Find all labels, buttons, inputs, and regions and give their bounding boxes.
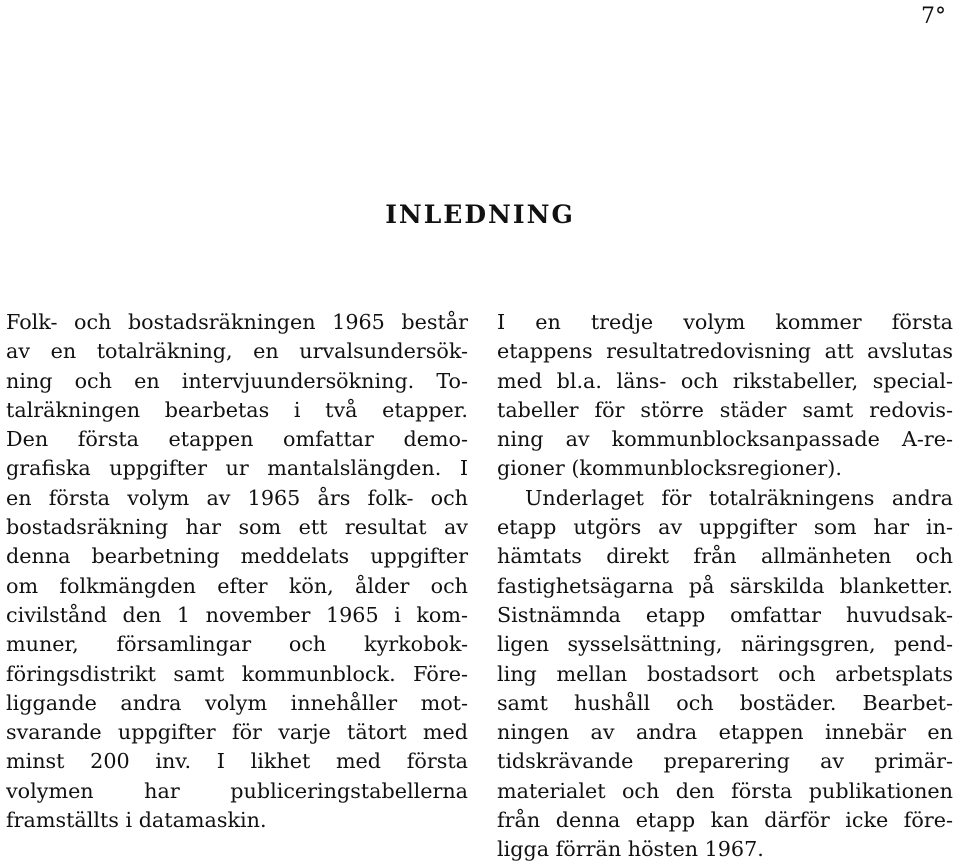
text-line: Sistnämnda etapp omfattar huvudsak- <box>497 602 953 627</box>
text-line: föringsdistrikt samt kommunblock. Före- <box>6 661 468 686</box>
text-line: liggande andra volym innehåller mot- <box>6 690 468 715</box>
text-line: grafiska uppgifter ur mantalslängden. I <box>6 456 468 481</box>
page-title: INLEDNING <box>385 200 575 229</box>
text-line: etappens resultatredovisning att avslutas <box>497 339 953 364</box>
text-line: Den första etappen omfattar demo- <box>6 427 468 452</box>
text-line: civilstånd den 1 november 1965 i kom- <box>6 602 468 627</box>
text-line: tabeller för större städer samt redovis- <box>497 397 953 422</box>
text-line: Folk- och bostadsräkningen 1965 består <box>6 310 468 334</box>
text-line: minst 200 inv. I likhet med första <box>6 749 468 774</box>
page-number: 7° <box>921 4 946 29</box>
text-line: av en totalräkning, en urvalsundersök- <box>6 339 468 364</box>
text-line: muner, församlingar och kyrkobok- <box>6 632 468 657</box>
text-line: ligga förrän hösten 1967. <box>497 837 764 862</box>
left-text-column <box>6 308 468 835</box>
text-line: ningen av andra etappen innebär en <box>497 720 953 745</box>
text-line: talräkningen bearbetas i två etapper. <box>6 397 468 422</box>
text-line: från denna etapp kan därför icke före- <box>497 808 953 833</box>
text-line: ling mellan bostadsort och arbetsplats <box>497 661 953 686</box>
text-line: om folkmängden efter kön, ålder och <box>6 573 468 598</box>
text-line: etapp utgörs av uppgifter som har in- <box>497 515 953 540</box>
text-line: bostadsräkning har som ett resultat av <box>6 515 468 540</box>
text-line: gioner (kommunblocksregioner). <box>497 456 842 481</box>
text-line: denna bearbetning meddelats uppgifter <box>6 544 468 569</box>
text-line: ning och en intervjuundersökning. To- <box>6 368 468 393</box>
text-line: Underlaget för totalräkningens andra <box>525 485 953 510</box>
text-line: tidskrävande preparering av primär- <box>497 749 953 774</box>
text-line: framställts i datamaskin. <box>6 808 267 833</box>
text-line: volymen har publiceringstabellerna <box>6 778 468 803</box>
text-line: samt hushåll och bostäder. Bearbet- <box>497 690 953 715</box>
text-line: ligen sysselsättning, näringsgren, pend- <box>497 632 953 657</box>
text-line: svarande uppgifter för varje tätort med <box>6 720 468 745</box>
text-line: en första volym av 1965 års folk- och <box>6 485 468 510</box>
text-line: fastighetsägarna på särskilda blanketter. <box>497 573 953 598</box>
text-line: med bl.a. läns- och rikstabeller, special- <box>497 368 953 393</box>
text-line: hämtats direkt från allmänheten och <box>497 544 953 569</box>
text-line: I en tredje volym kommer första <box>497 310 953 334</box>
text-line: ning av kommunblocksanpassade A-re- <box>497 427 953 452</box>
right-text-column <box>497 308 953 865</box>
text-line: materialet och den första publikationen <box>497 778 953 803</box>
